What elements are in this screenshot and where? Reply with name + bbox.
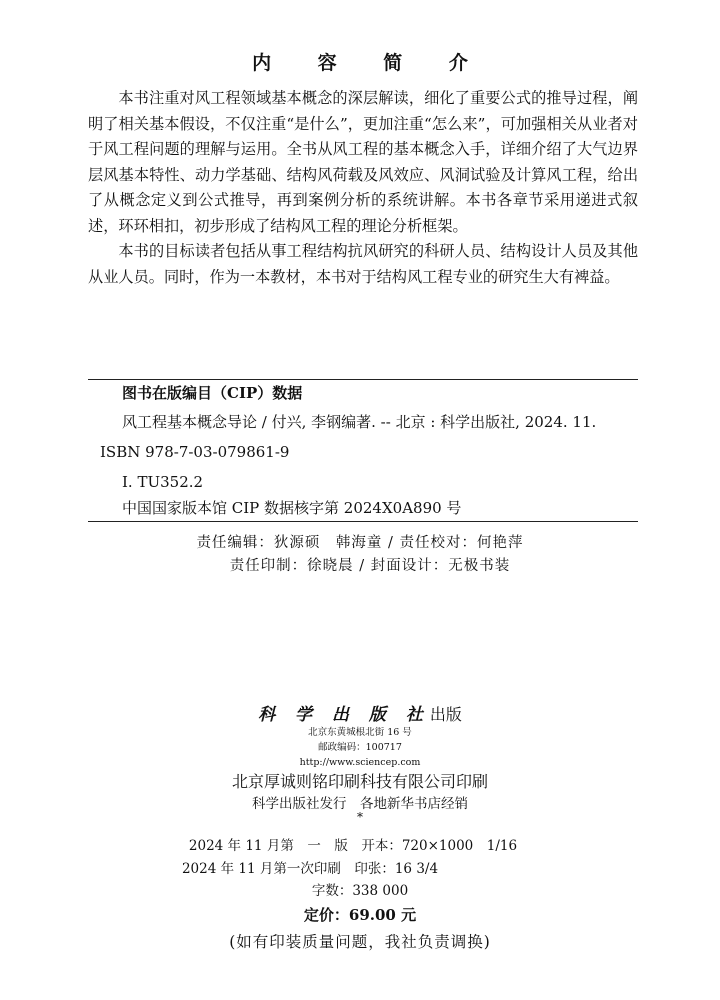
cip-heading: 图书在版编目（CIP）数据 bbox=[122, 384, 303, 402]
cip-check-number: 中国国家版本馆 CIP 数据核字第 2024X0A890 号 bbox=[122, 499, 462, 517]
separator-star: * bbox=[357, 810, 363, 824]
edition-line-1: 2024 年 11 月第 一 版 开本：720×1000 1/16 bbox=[188, 838, 518, 854]
cip-top-divider bbox=[88, 379, 638, 380]
publisher-logo: 科 学 出 版 社 bbox=[258, 705, 430, 725]
summary-paragraph-2: 本书的目标读者包括从事工程结构抗风研究的科研人员、结构设计人员及其他从业人员。同时，作为一本教材，本书对于结构风工程专业的研究生大有裨益。 bbox=[88, 242, 638, 286]
cip-isbn: ISBN 978-7-03-079861-9 bbox=[100, 443, 290, 461]
distribution-line: 科学出版社发行 各地新华书店经销 bbox=[252, 796, 468, 812]
editor-credits: 责任编辑：狄源硕 韩海童 / 责任校对：何艳萍 bbox=[196, 535, 524, 551]
word-count: 字数：338 000 bbox=[311, 883, 409, 899]
production-credits: 责任印制：徐晓晨 / 封面设计：无极书装 bbox=[229, 558, 511, 574]
printer-line: 北京厚诚则铭印刷科技有限公司印刷 bbox=[231, 772, 488, 791]
content-summary bbox=[88, 86, 638, 290]
publisher-suffix: 出版 bbox=[429, 705, 462, 724]
price: 定价：69.00 元 bbox=[303, 906, 417, 924]
cip-title-line: 风工程基本概念导论 / 付兴, 李钢编著. -- 北京 : 科学出版社, 2024. 11. bbox=[122, 413, 597, 431]
edition-line-2: 2024 年 11 月第一次印刷 印张：16 3/4 bbox=[181, 861, 439, 877]
summary-paragraph-1: 本书注重对风工程领域基本概念的深层解读，细化了重要公式的推导过程，阐明了相关基本假设，不仅注重“是什么”，更加注重“怎么来”，可加强相关从业者对于风工程问题的理解与运用。全书从风工程的基本概念入手，详细介绍了大气边界层风基本特性、动力学基础、结构风荷载及风效应、风洞试验及计算风工程，给出了从概念定义到公式推导，再到案例分析的系统讲解。本书各章节采用递进式叙述，环环相扣，初步形成了结构风工程的理论分析框架。 bbox=[88, 89, 638, 235]
page-title: 内 容 简 介 bbox=[252, 52, 488, 74]
cip-bottom-divider bbox=[88, 521, 638, 522]
publisher-website: http://www.sciencep.com bbox=[299, 757, 421, 768]
publisher-address: 北京东黄城根北街 16 号 bbox=[308, 727, 412, 738]
publisher-postcode: 邮政编码：100717 bbox=[318, 742, 402, 753]
publisher-line bbox=[0, 700, 720, 725]
quality-note: (如有印装质量问题，我社负责调换) bbox=[229, 933, 491, 951]
cip-classification: Ⅰ. TU352.2 bbox=[122, 473, 204, 491]
